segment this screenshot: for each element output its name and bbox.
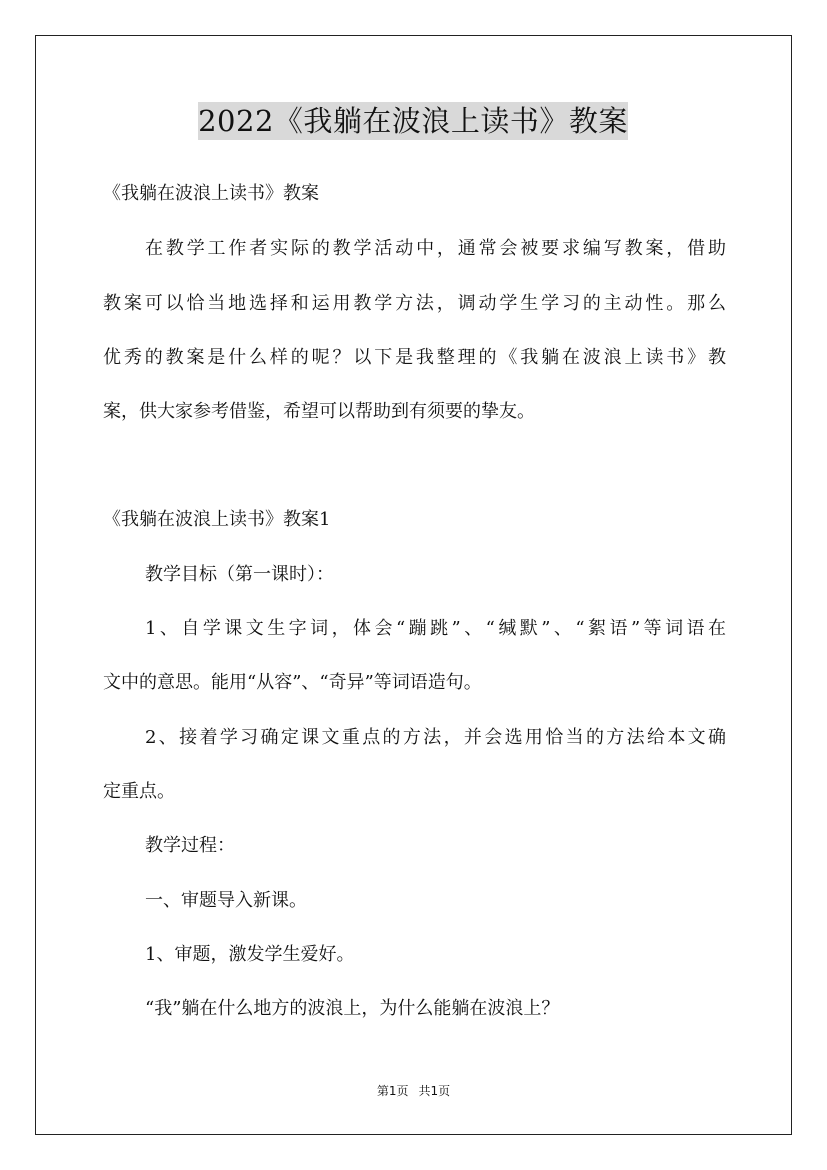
- page-footer: [0, 1083, 827, 1099]
- question-text: “我”躺在什么地方的波浪上，为什么能躺在波浪上？: [145, 998, 560, 1019]
- page-number: 第1页: [376, 1084, 409, 1098]
- goal-2-line-2: 定重点。: [103, 781, 175, 802]
- process-heading: 教学过程：: [145, 835, 235, 856]
- document-subtitle: 《我躺在波浪上读书》教案: [103, 183, 319, 204]
- step-1-1: 1、审题，激发学生爱好。: [145, 944, 355, 965]
- step-1: 一、审题导入新课。: [145, 890, 307, 911]
- goal-1-line-2: 文中的意思。能用“从容”、“奇异”等词语造句。: [103, 672, 482, 693]
- intro-line-3: 优秀的教案是什么样的呢？以下是我整理的《我躺在波浪上读书》教: [103, 347, 726, 368]
- goal-2-line-1: 2、接着学习确定课文重点的方法，并会选用恰当的方法给本文确: [145, 727, 726, 748]
- intro-line-4: 案，供大家参考借鉴，希望可以帮助到有须要的挚友。: [103, 401, 535, 422]
- document-title: 2022《我躺在波浪上读书》教案: [198, 104, 628, 138]
- intro-line-2: 教案可以恰当地选择和运用教学方法，调动学生学习的主动性。那么: [103, 293, 726, 314]
- goals-heading: 教学目标（第一课时）：: [145, 564, 334, 585]
- goal-1-line-1: 1、自学课文生字词，体会“蹦跳”、“缄默”、“絮语”等词语在: [145, 618, 726, 639]
- section-heading: 《我躺在波浪上读书》教案1: [103, 509, 331, 530]
- intro-line-1: 在教学工作者实际的教学活动中，通常会被要求编写教案，借助: [145, 238, 726, 259]
- page-total: 共1页: [418, 1084, 451, 1098]
